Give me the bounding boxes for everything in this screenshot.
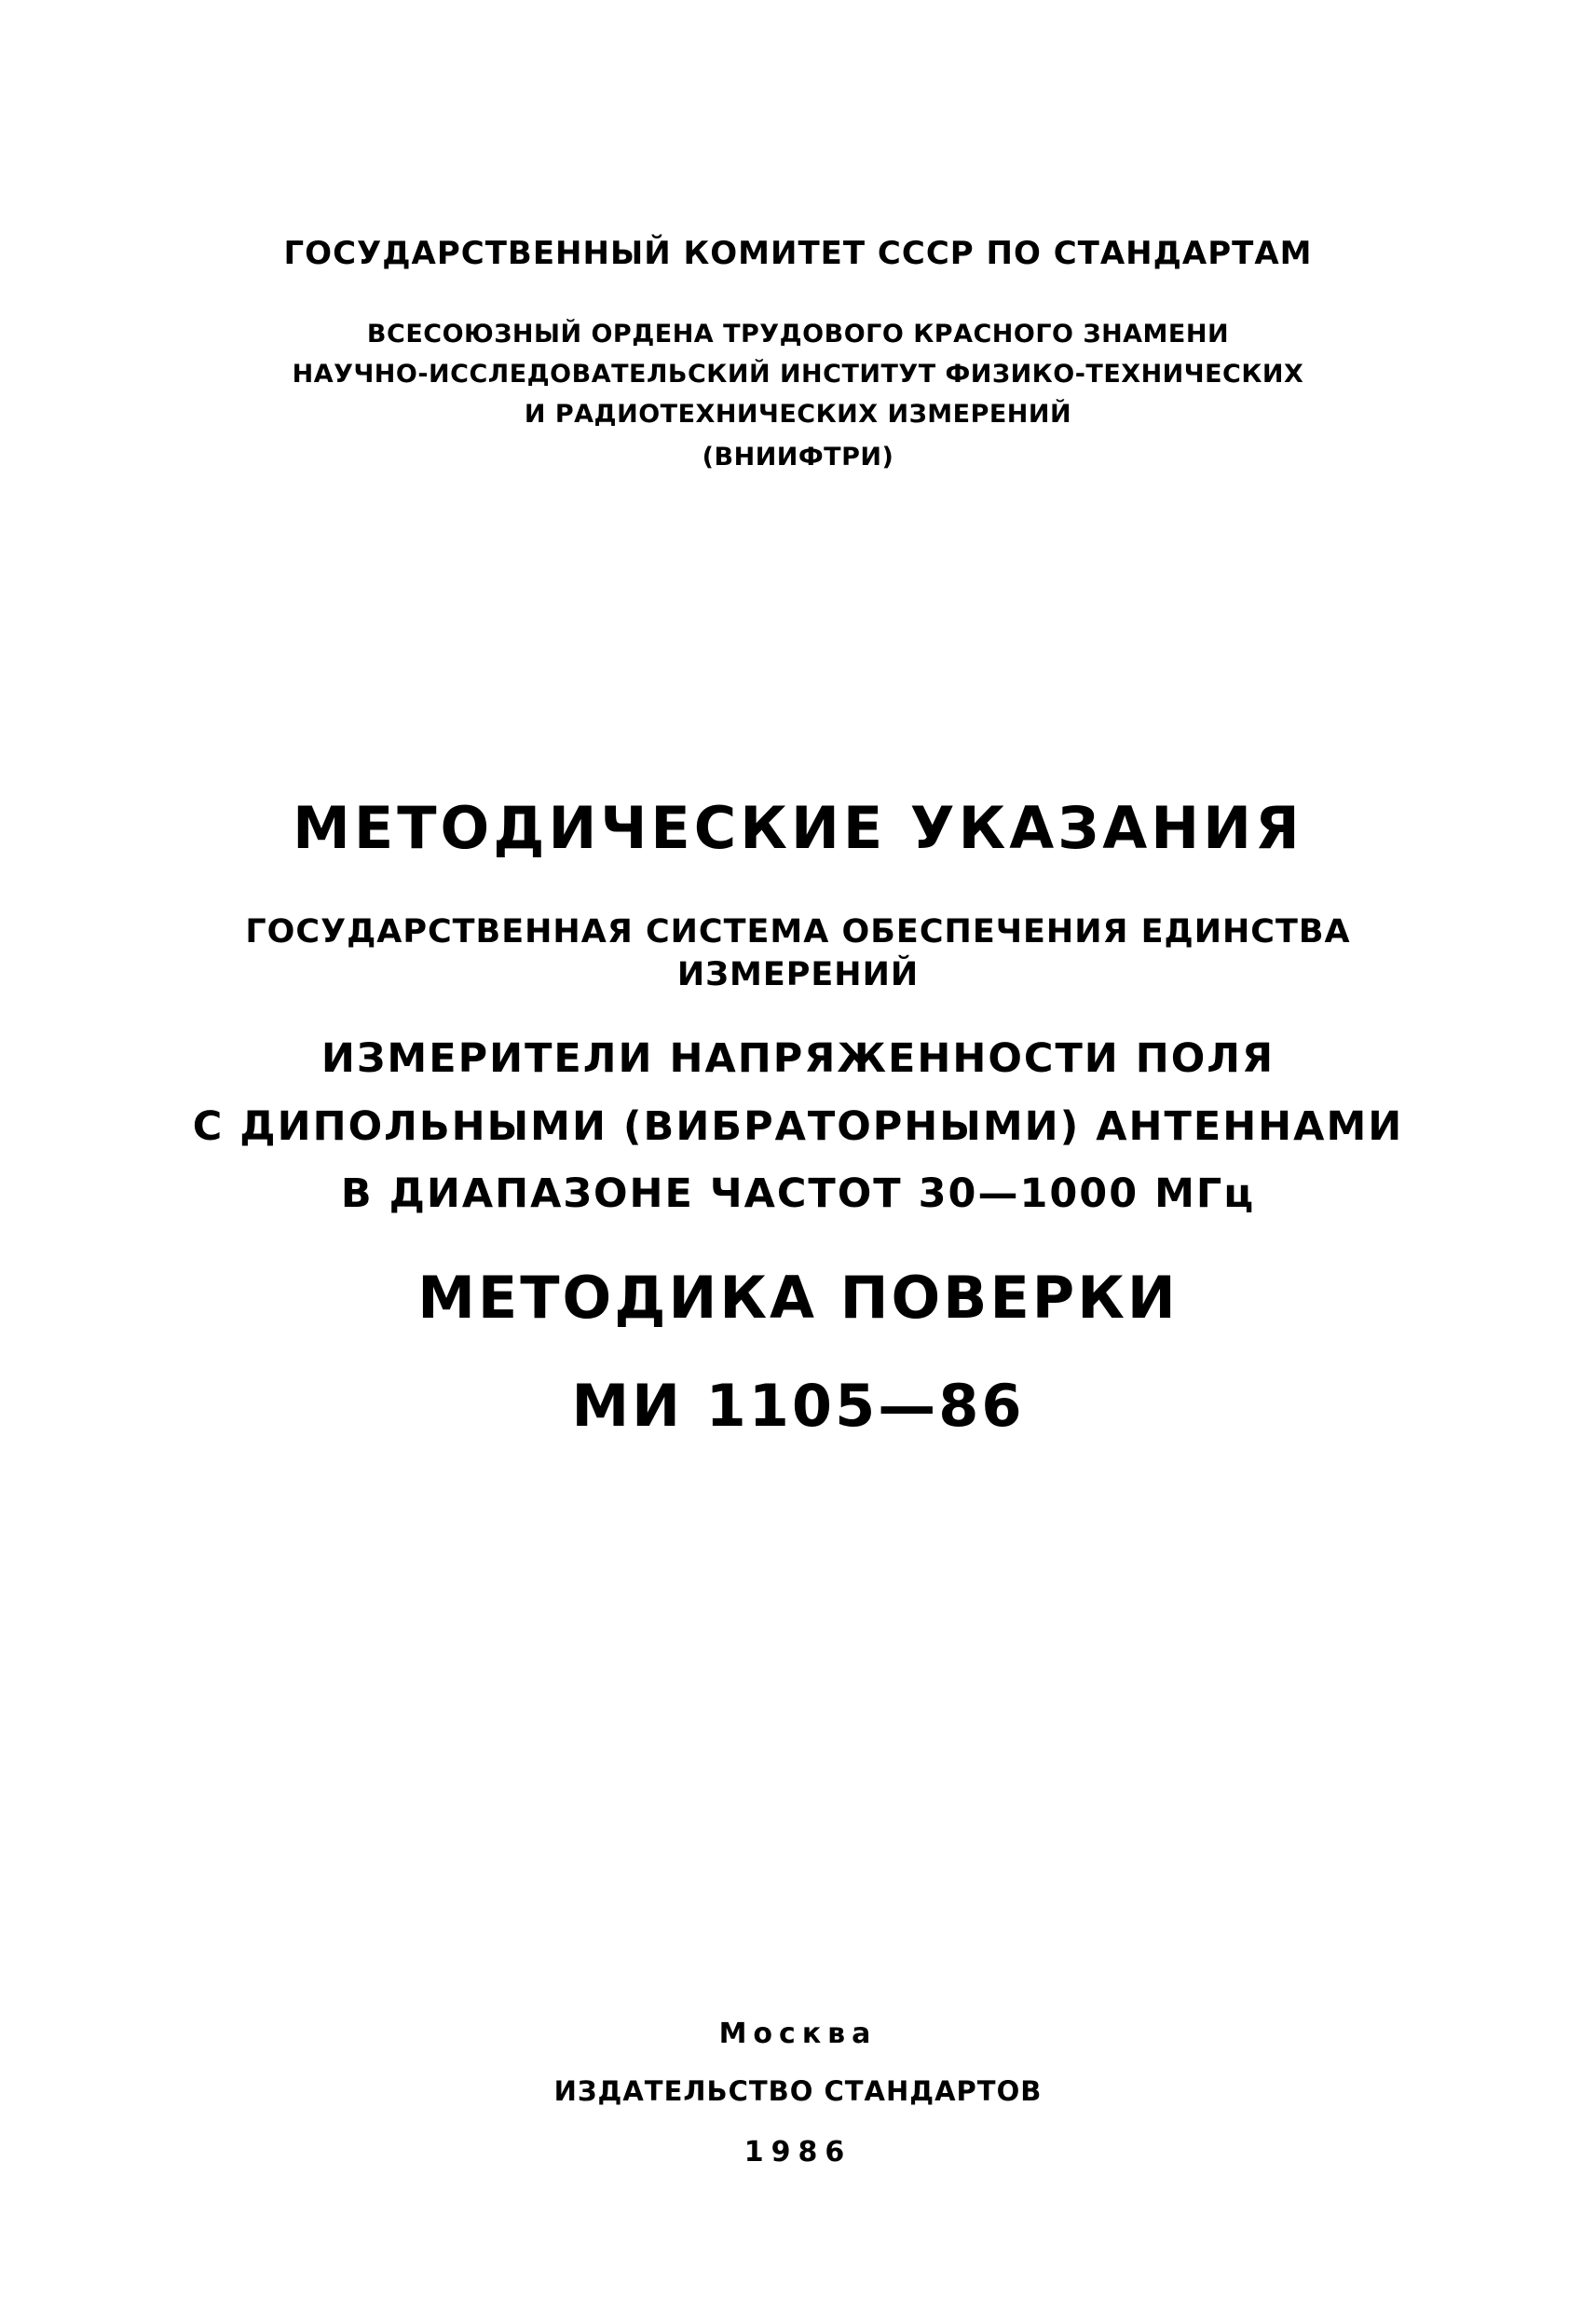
imprint-publisher: ИЗДАТЕЛЬСТВО СТАНДАРТОВ (553, 2075, 1043, 2107)
document-code: МИ 1105—86 (571, 1372, 1025, 1440)
imprint-year: 1986 (743, 2136, 853, 2168)
subject-title-line: В ДИАПАЗОНЕ ЧАСТОТ 30—1000 МГц (340, 1170, 1256, 1217)
institute-abbreviation: (ВНИИФТРИ) (702, 443, 894, 472)
method-title: МЕТОДИКА ПОВЕРКИ (417, 1264, 1179, 1332)
document-type-title: МЕТОДИЧЕСКИЕ УКАЗАНИЯ (293, 794, 1303, 862)
institute-name-line: И РАДИОТЕХНИЧЕСКИХ ИЗМЕРЕНИЙ (524, 400, 1072, 429)
system-name-line: ИЗМЕРЕНИЙ (676, 956, 920, 993)
institute-name-line: НАУЧНО-ИССЛЕДОВАТЕЛЬСКИЙ ИНСТИТУТ ФИЗИКО-ТЕХНИЧЕСКИХ (292, 360, 1304, 389)
committee-heading: ГОСУДАРСТВЕННЫЙ КОМИТЕТ СССР ПО СТАНДАРТАМ (283, 235, 1313, 272)
imprint-city: Москва (718, 2018, 878, 2050)
institute-name-line: ВСЕСОЮЗНЫЙ ОРДЕНА ТРУДОВОГО КРАСНОГО ЗНАМЕНИ (366, 320, 1230, 349)
subject-title-line: ИЗМЕРИТЕЛИ НАПРЯЖЕННОСТИ ПОЛЯ (321, 1035, 1275, 1082)
system-name-line: ГОСУДАРСТВЕННАЯ СИСТЕМА ОБЕСПЕЧЕНИЯ ЕДИНСТВА (245, 913, 1351, 951)
subject-title-line: С ДИПОЛЬНЫМИ (ВИБРАТОРНЫМИ) АНТЕННАМИ (192, 1103, 1404, 1150)
